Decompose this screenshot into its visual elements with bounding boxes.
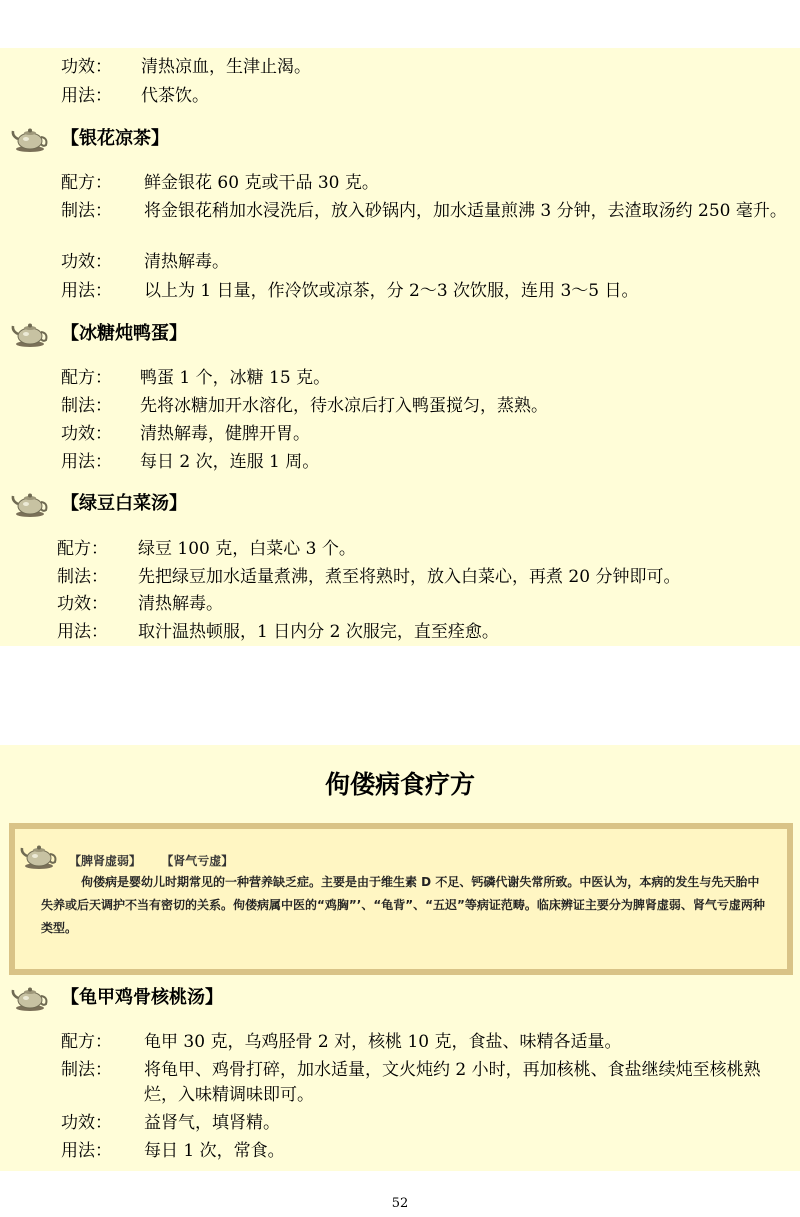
page-number: 52 — [391, 1196, 409, 1211]
row-label: 功效： — [57, 594, 108, 614]
row-text: 每日 2 次，连服 1 周。 — [140, 452, 320, 472]
row-label: 用法： — [61, 1141, 112, 1161]
teapot-icon — [10, 319, 50, 349]
row-text: 龟甲 30 克，乌鸡胫骨 2 对，核桃 10 克，食盐、味精各适量。 — [144, 1032, 622, 1052]
row-label: 功效： — [61, 1113, 112, 1133]
recipe-title: 【龟甲鸡骨核桃汤】 — [61, 987, 223, 1008]
row-text: 先把绿豆加水适量煮沸，煮至将熟时，放入白菜心，再煮 20 分钟即可。 — [138, 567, 681, 587]
row-label: 用法： — [61, 86, 112, 106]
row-text: 将金银花稍加水浸洗后，放入砂锅内，加水适量煎沸 3 分钟，去渣取汤约 250 毫升。 — [144, 201, 787, 221]
recipe-title: 【银花凉茶】 — [61, 128, 169, 149]
row-label: 功效： — [61, 252, 112, 272]
section-title: 佝偻病食疗方 — [324, 770, 475, 799]
row-label: 用法： — [61, 452, 112, 472]
row-text: 清热凉血，生津止渴。 — [141, 57, 311, 77]
recipe-title: 【绿豆白菜汤】 — [61, 493, 187, 514]
row-text: 清热解毒。 — [138, 594, 223, 614]
teapot-icon — [10, 489, 50, 519]
row-text: 取汁温热顿服，1 日内分 2 次服完，直至痊愈。 — [138, 622, 499, 642]
row-label: 功效： — [61, 424, 112, 444]
row-label: 配方： — [61, 1032, 112, 1052]
row-label: 用法： — [57, 622, 108, 642]
row-text: 鸭蛋 1 个，冰糖 15 克。 — [140, 368, 331, 388]
row-text: 清热解毒，健脾开胃。 — [140, 424, 310, 444]
teapot-icon — [19, 841, 59, 871]
syndrome-tag: 【脾肾虚弱】 — [69, 854, 142, 868]
row-label: 制法： — [61, 1060, 112, 1080]
row-label: 配方： — [61, 368, 112, 388]
intro-paragraph: 佝偻病是婴幼儿时期常见的一种营养缺乏症。主要是由于维生素 D 不足、钙磷代谢失常所致。中医认为，本病的发生与先天胎中失养或后天调护不当有密切的关系。佝偻病属中医的“鸡胸”’、“龟背”、“五迟”等病证范畴。临床辨证主要分为脾肾虚弱、肾气亏虚两种类型。 — [41, 875, 765, 935]
row-text: 先将冰糖加开水溶化，待水凉后打入鸭蛋搅匀，蒸熟。 — [140, 396, 548, 416]
row-label: 配方： — [61, 173, 112, 193]
teapot-icon — [10, 983, 50, 1013]
row-label: 制法： — [61, 201, 112, 221]
row-label: 制法： — [57, 567, 108, 587]
row-text: 清热解毒。 — [144, 252, 229, 272]
row-text: 每日 1 次，常食。 — [144, 1141, 285, 1161]
intro-box — [9, 823, 793, 975]
row-text: 代茶饮。 — [141, 86, 209, 106]
syndrome-tags — [69, 852, 249, 869]
row-label: 制法： — [61, 396, 112, 416]
recipe-title: 【冰糖炖鸭蛋】 — [61, 323, 187, 344]
row-text: 益肾气，填肾精。 — [144, 1113, 280, 1133]
syndrome-tag: 【肾气亏虚】 — [161, 854, 234, 868]
row-label: 用法： — [61, 281, 112, 301]
row-label: 配方： — [57, 539, 108, 559]
row-text: 鲜金银花 60 克或干品 30 克。 — [144, 173, 379, 193]
row-text: 绿豆 100 克，白菜心 3 个。 — [138, 539, 356, 559]
row-text: 将龟甲、鸡骨打碎，加水适量，文火炖约 2 小时，再加核桃、食盐继续炖至核桃熟烂，入味精调味即可。 — [144, 1060, 761, 1105]
row-label: 功效： — [61, 57, 112, 77]
teapot-icon — [10, 124, 50, 154]
row-text: 以上为 1 日量，作冷饮或凉茶，分 2～3 次饮服，连用 3～5 日。 — [144, 281, 639, 301]
